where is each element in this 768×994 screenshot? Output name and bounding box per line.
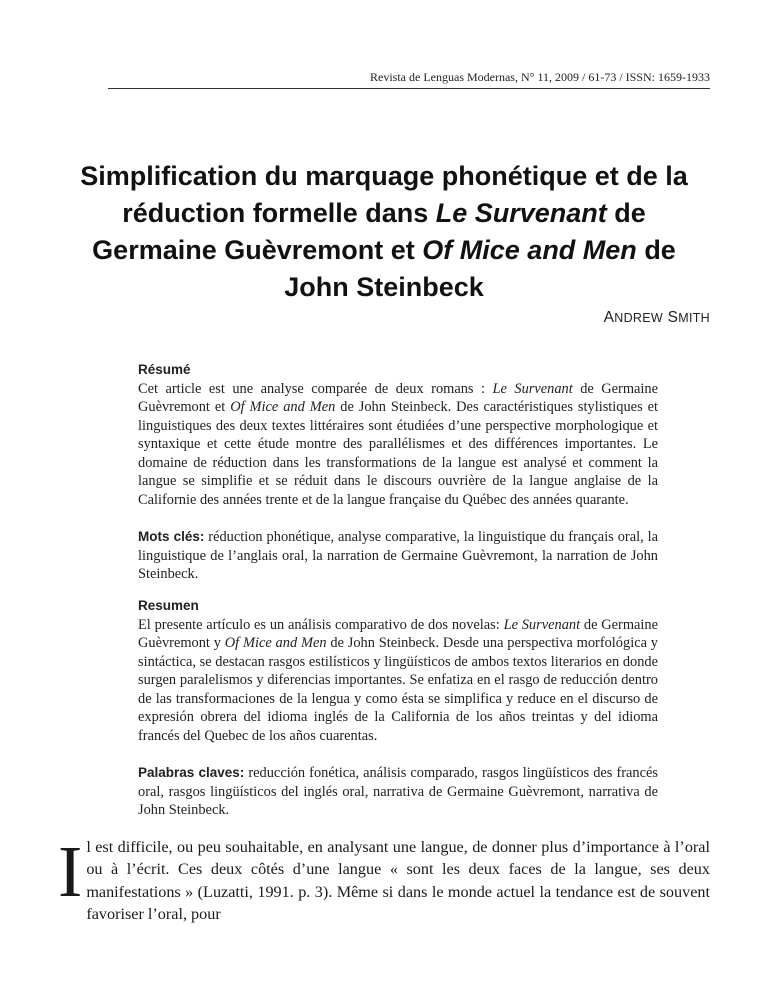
keywords-spanish (138, 764, 658, 820)
keywords-french-label: Mots clés: (138, 529, 205, 544)
abstract-french-italic-2: Of Mice and Men (230, 399, 336, 415)
abstract-spanish-text-1: El presente artículo es un análisis comparativo de dos novelas: (138, 616, 504, 633)
abstract-french-italic-1: Le Survenant (492, 380, 573, 397)
keywords-french (138, 528, 658, 584)
abstract-spanish-text-3: de John Steinbeck. Desde una perspectiva morfológica y sintáctica, se destacan rasgos estilísticos y lingüísticos de ambos textos literarios en donde surgen paralelismos y diferencias importantes. Se enfatiza en el rasgo de reducción dentro de las transformaciones de la lengua y como ésta se simplifica y reduce en el discurso de expresión obrera del idioma inglés de la California de los años treintas y del idioma francés del Quebec de los años cuarentas. (138, 635, 658, 744)
title-italic-2: Of Mice and Men (422, 235, 637, 265)
abstract-spanish-italic-1: Le Survenant (503, 616, 581, 633)
title-text-3: de John Steinbeck (284, 235, 676, 302)
abstract-french-heading: Résumé (138, 362, 191, 377)
abstract-french (138, 361, 658, 509)
body-paragraph (58, 831, 710, 925)
keywords-french-text: réduction phonétique, analyse comparative, la linguistique du français oral, la linguistique de l’anglais oral, la narration de Germaine Guèvremont, la narration de John Steinbeck. (138, 529, 658, 582)
article-title (58, 158, 710, 306)
header-divider (108, 88, 710, 89)
abstract-french-text-2: de Germaine Guèvremont et (138, 380, 659, 415)
abstract-spanish (138, 597, 658, 745)
abstract-french-text-3: de John Steinbeck. Des caractéristiques stylistiques et linguistiques des deux textes littéraires sont étudiées d’une perspective morphologique et syntaxique et cette étude montre des parallélismes et des différences importantes. Le domaine de réduction dans les transformations de la langue est analysé et comment la langue se simplifie et se réduit dans le discours ouvrière de la langue anglaise de la Californie des années trente et de la langue française du Québec des années quarante. (138, 399, 658, 508)
body-paragraph-text: l est difficile, ou peu souhaitable, en analysant une langue, de donner plus d’importance à l’oral ou à l’écrit. Ces deux côtés d’une langue « sont les deux faces de la langue, ses deux manifestations » (Luzatti, 1991. p. 3). Même si dans le monde actuel la tendance est de souvent favoriser l’oral, pour (86, 838, 710, 923)
author-first-initial: A (603, 309, 615, 326)
author-first-rest: NDREW (614, 311, 663, 325)
abstract-spanish-italic-2: Of Mice and Men (224, 635, 327, 651)
drop-cap: I (58, 831, 83, 912)
abstract-spanish-text-2: de Germaine Guèvremont y (138, 616, 658, 651)
keywords-spanish-text: reducción fonética, análisis comparado, rasgos lingüísticos des francés oral, rasgos lingüísticos del inglés oral, narrativa de Germaine Guèvremont, narrativa de John Steinbeck. (138, 765, 659, 818)
author-name (604, 309, 710, 327)
abstract-french-text-1: Cet article est une analyse comparée de deux romans : (138, 380, 493, 397)
keywords-spanish-label: Palabras claves: (138, 765, 245, 780)
title-italic-1: Le Survenant (435, 198, 607, 228)
author-last-initial: S (667, 309, 679, 326)
title-text-1: Simplification du marquage phonétique et de la réduction formelle dans (80, 161, 688, 228)
author-last-rest: MITH (678, 311, 710, 325)
abstract-spanish-heading: Resumen (138, 598, 199, 613)
journal-header: Revista de Lenguas Modernas, N° 11, 2009 / 61-73 / ISSN: 1659-1933 (370, 70, 710, 84)
title-text-2: de Germaine Guèvremont et (92, 198, 646, 265)
